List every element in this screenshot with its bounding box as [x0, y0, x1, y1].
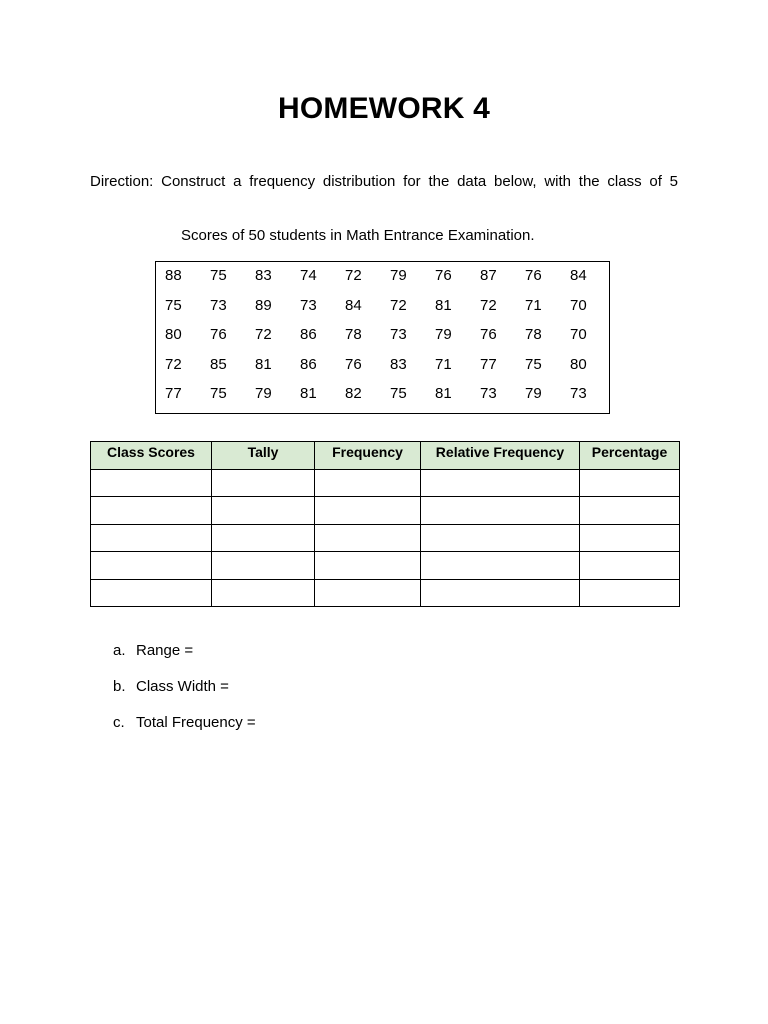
frequency-distribution-table — [90, 441, 680, 607]
score-value: 81 — [255, 355, 272, 373]
score-value: 70 — [570, 296, 587, 314]
score-value: 83 — [255, 267, 272, 284]
table-cell — [421, 524, 580, 552]
score-value: 72 — [255, 326, 272, 343]
table-row — [91, 524, 680, 552]
score-value: 86 — [300, 326, 317, 343]
question-text: Class Width = — [136, 678, 229, 695]
score-value: 74 — [300, 267, 317, 284]
score-value: 78 — [525, 326, 542, 343]
question-letter: c. — [113, 714, 125, 731]
score-value: 72 — [165, 355, 182, 373]
table-cell — [212, 497, 315, 525]
table-cell — [315, 552, 421, 580]
score-value: 72 — [345, 267, 362, 284]
score-value: 81 — [435, 385, 452, 402]
table-cell — [212, 552, 315, 580]
score-value: 75 — [210, 267, 227, 284]
table-cell — [315, 497, 421, 525]
score-value: 81 — [300, 385, 317, 402]
score-value: 86 — [300, 355, 317, 373]
header-class-scores: Class Scores — [91, 442, 212, 470]
score-value: 77 — [480, 355, 497, 373]
table-cell — [212, 579, 315, 607]
question-class-width — [113, 678, 256, 696]
header-frequency: Frequency — [315, 442, 421, 470]
table-cell — [91, 579, 212, 607]
table-cell — [421, 497, 580, 525]
page-title: HOMEWORK 4 — [278, 92, 490, 125]
score-value: 76 — [480, 326, 497, 343]
table-cell — [91, 469, 212, 497]
score-value: 76 — [435, 267, 452, 284]
table-cell — [315, 579, 421, 607]
table-row — [91, 579, 680, 607]
table-cell — [580, 524, 680, 552]
table-cell — [421, 552, 580, 580]
table-header-row — [91, 442, 680, 470]
score-value: 73 — [390, 326, 407, 343]
scores-data-box — [155, 261, 610, 414]
score-value: 88 — [165, 267, 182, 284]
score-value: 77 — [165, 385, 182, 402]
question-text: Range = — [136, 642, 194, 659]
table-row — [91, 469, 680, 497]
question-range — [113, 642, 256, 660]
scores-caption: Scores of 50 students in Math Entrance Examination. — [181, 227, 535, 244]
table-cell — [212, 469, 315, 497]
score-value: 71 — [435, 355, 452, 373]
score-value: 83 — [390, 355, 407, 373]
table-cell — [315, 524, 421, 552]
table-cell — [421, 579, 580, 607]
score-value: 75 — [210, 385, 227, 402]
score-value: 73 — [480, 385, 497, 402]
score-value: 84 — [345, 296, 362, 314]
score-value: 73 — [210, 296, 227, 314]
table-cell — [580, 579, 680, 607]
score-value: 84 — [570, 267, 587, 284]
table-cell — [212, 524, 315, 552]
question-text: Total Frequency = — [136, 714, 256, 731]
question-total-frequency — [113, 714, 256, 732]
table-cell — [91, 552, 212, 580]
score-value: 76 — [345, 355, 362, 373]
score-value: 78 — [345, 326, 362, 343]
score-value: 79 — [390, 267, 407, 284]
score-value: 76 — [525, 267, 542, 284]
score-value: 79 — [255, 385, 272, 402]
table-row — [91, 552, 680, 580]
table-cell — [580, 497, 680, 525]
question-letter: a. — [113, 642, 126, 659]
score-value: 75 — [390, 385, 407, 402]
score-value: 72 — [390, 296, 407, 314]
table-cell — [315, 469, 421, 497]
table-cell — [580, 469, 680, 497]
table-cell — [91, 497, 212, 525]
direction-text: Direction: Construct a frequency distribution for the data below, with the class of 5 — [90, 173, 678, 190]
score-value: 80 — [165, 326, 182, 343]
score-value: 85 — [210, 355, 227, 373]
score-value: 80 — [570, 355, 587, 373]
score-value: 76 — [210, 326, 227, 343]
score-value: 79 — [525, 385, 542, 402]
score-value: 79 — [435, 326, 452, 343]
score-value: 72 — [480, 296, 497, 314]
question-list — [113, 642, 256, 750]
score-value: 70 — [570, 326, 587, 343]
score-value: 82 — [345, 385, 362, 402]
table-cell — [91, 524, 212, 552]
header-relative-frequency: Relative Frequency — [421, 442, 580, 470]
score-value: 73 — [570, 385, 587, 402]
header-tally: Tally — [212, 442, 315, 470]
score-value: 73 — [300, 296, 317, 314]
table-cell — [421, 469, 580, 497]
score-value: 89 — [255, 296, 272, 314]
table-cell — [580, 552, 680, 580]
header-percentage: Percentage — [580, 442, 680, 470]
score-value: 71 — [525, 296, 542, 314]
score-value: 75 — [165, 296, 182, 314]
score-value: 81 — [435, 296, 452, 314]
score-value: 87 — [480, 267, 497, 284]
question-letter: b. — [113, 678, 126, 695]
score-value: 75 — [525, 355, 542, 373]
table-row — [91, 497, 680, 525]
